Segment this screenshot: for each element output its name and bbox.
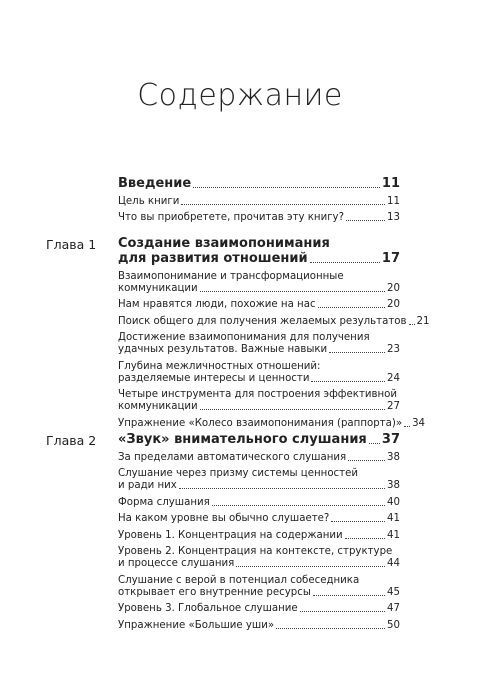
page-number: 20 — [387, 282, 400, 294]
page-number: 41 — [387, 529, 400, 541]
toc-item[interactable] — [118, 513, 400, 525]
dot-leader — [212, 505, 385, 506]
page-number: 20 — [387, 299, 400, 310]
toc-item[interactable] — [118, 299, 400, 311]
page-number: 44 — [387, 558, 400, 569]
dot-leader — [345, 538, 385, 539]
entry-text: Поиск общего для получения желаемых результатов — [118, 315, 407, 327]
entry-text: Создание взаимопонимания — [118, 236, 330, 251]
dot-leader — [346, 220, 385, 221]
toc-item[interactable] — [118, 315, 430, 328]
entry-text: Что вы приобретете, прочитав эту книгу? — [118, 212, 344, 223]
toc-entries — [118, 432, 400, 632]
entry-text: Уровень 1. Концентрация на содержании — [118, 529, 343, 541]
entry-text: За пределами автоматического слушания — [118, 451, 347, 463]
toc-item[interactable] — [118, 212, 400, 224]
toc-item[interactable] — [118, 530, 400, 542]
entry-text: Достижение взаимопонимания для получения — [118, 332, 370, 343]
entry-text: Слушание с верой в потенциал собеседника — [118, 574, 360, 586]
entry-text: Введение — [118, 176, 192, 191]
toc-item[interactable] — [118, 271, 400, 295]
dot-leader — [311, 381, 385, 382]
toc-item[interactable] — [118, 546, 400, 570]
toc-item[interactable] — [118, 575, 400, 599]
dot-leader — [404, 426, 410, 427]
entry-text: Слушание через призму системы ценностей — [118, 468, 358, 479]
entry-text: открывает его внутренние ресурсы — [118, 586, 311, 598]
dot-leader — [318, 307, 385, 308]
entry-text: коммуникации — [118, 401, 198, 412]
page-number: 38 — [387, 451, 400, 463]
toc-item[interactable] — [118, 332, 400, 356]
dot-leader — [200, 291, 385, 292]
page-title: Содержание — [137, 78, 343, 113]
entry-text: коммуникации — [118, 282, 198, 294]
toc-item[interactable] — [118, 603, 400, 615]
entry-text: На каком уровне вы обычно слушаете? — [118, 513, 330, 524]
page-number: 40 — [387, 496, 400, 508]
dot-leader — [313, 595, 385, 596]
dot-leader — [409, 324, 415, 325]
page-number: 47 — [387, 603, 400, 614]
entry-text: Цель книги — [118, 195, 180, 207]
page-number: 27 — [387, 401, 400, 412]
page-number: 45 — [387, 586, 400, 598]
entry-text: Упражнение «Колесо взаимопонимания (раппорта)» — [118, 417, 403, 429]
entry-text: Четыре инструмента для построения эффективной — [118, 389, 398, 400]
entry-text: Уровень 3. Глобальное слушание — [118, 603, 298, 614]
page-number: 23 — [387, 344, 400, 355]
chapter-heading[interactable] — [118, 432, 400, 447]
entry-text: удачных результатов. Важные навыки — [118, 344, 328, 355]
entry-text: Глубина межличностных отношений: — [118, 360, 321, 372]
dot-leader — [348, 460, 385, 461]
page-number: 50 — [387, 619, 400, 631]
entry-text: Форма слушания — [118, 496, 210, 508]
toc-item[interactable] — [118, 497, 400, 509]
page-number: 11 — [387, 195, 400, 207]
page-number: 24 — [387, 372, 400, 384]
page-number: 17 — [381, 251, 400, 266]
toc-entries — [118, 176, 400, 224]
entry-text: и ради них — [118, 480, 177, 491]
toc-item[interactable] — [118, 452, 400, 464]
dot-leader — [369, 443, 380, 444]
dot-leader — [329, 352, 385, 353]
entry-text: разделяемые интересы и ценности — [118, 372, 310, 384]
dot-leader — [276, 628, 385, 629]
entry-text: Уровень 2. Концентрация на контексте, структуре — [118, 546, 393, 557]
dot-leader — [300, 611, 385, 612]
page-number: 13 — [387, 212, 400, 223]
dot-leader — [181, 204, 385, 205]
dot-leader — [179, 488, 385, 489]
toc-item[interactable] — [118, 468, 400, 492]
entry-text: Взаимопонимание и трансформационные — [118, 270, 344, 282]
page-number: 21 — [416, 315, 430, 327]
toc-item[interactable] — [118, 620, 400, 632]
dot-leader — [236, 566, 385, 567]
entry-text: Нам нравятся люди, похожие на нас — [118, 299, 316, 310]
dot-leader — [200, 409, 385, 410]
entry-text: «Звук» внимательного слушания — [118, 432, 367, 447]
chapter-heading[interactable] — [118, 236, 400, 266]
page-number: 38 — [387, 480, 400, 491]
toc-item[interactable] — [118, 361, 400, 385]
chapter-heading[interactable] — [118, 176, 400, 191]
dot-leader — [310, 262, 380, 263]
chapter-label: Глава 2 — [46, 433, 97, 448]
entry-text: для развития отношений — [118, 251, 308, 266]
toc-item[interactable] — [118, 389, 400, 413]
page-number: 37 — [381, 432, 400, 447]
entry-text: и процессе слушания — [118, 558, 235, 569]
toc-entries — [118, 236, 430, 430]
page-number: 34 — [412, 417, 426, 429]
page-number: 41 — [387, 513, 400, 524]
toc-item[interactable] — [118, 417, 426, 430]
dot-leader — [331, 521, 385, 522]
toc-item[interactable] — [118, 196, 400, 208]
entry-text: Упражнение «Большие уши» — [118, 619, 275, 631]
page-number: 11 — [381, 176, 400, 191]
dot-leader — [193, 187, 380, 188]
chapter-label: Глава 1 — [46, 237, 97, 252]
